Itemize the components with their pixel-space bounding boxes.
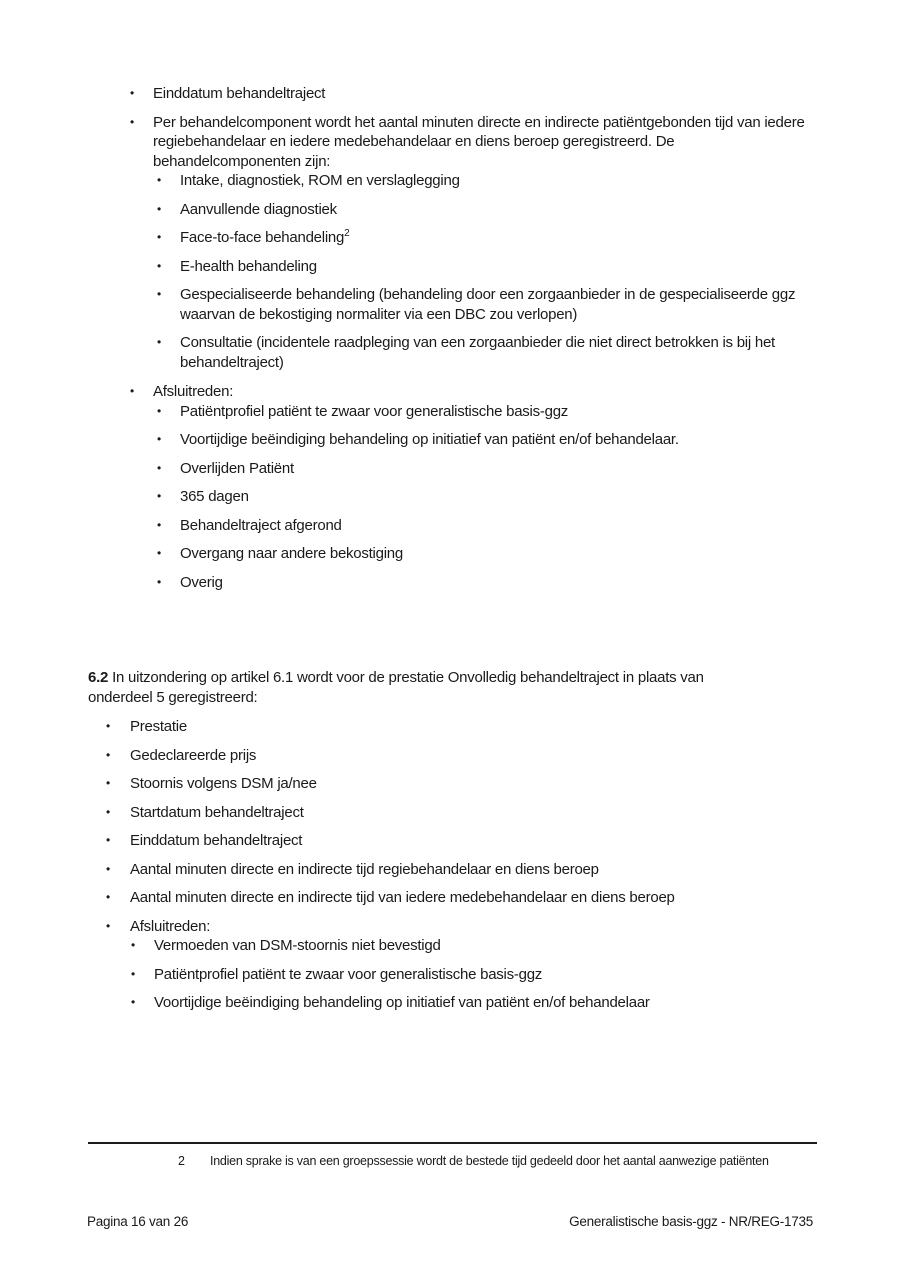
bullet-icon: • bbox=[157, 546, 162, 560]
list-item-text: Voortijdige beëindiging behandeling op initiatief van patiënt en/of behandelaar bbox=[154, 994, 650, 1011]
bullet-icon: • bbox=[157, 287, 162, 301]
list-item-text bbox=[180, 228, 815, 248]
list-item-text: Startdatum behandeltraject bbox=[130, 803, 304, 821]
list-item-text: Aantal minuten directe en indirecte tijd regiebehandelaar en diens beroep bbox=[130, 860, 599, 878]
list-item bbox=[106, 831, 815, 851]
bullet-icon: • bbox=[106, 776, 111, 790]
bullet-icon: • bbox=[157, 230, 162, 244]
bullet-icon: • bbox=[157, 201, 162, 216]
list-item-text: Patiëntprofiel patiënt te zwaar voor generalistische basis-ggz bbox=[154, 965, 543, 983]
bullet-icon: • bbox=[106, 747, 111, 762]
list-item bbox=[157, 430, 815, 450]
bullet-icon: • bbox=[130, 114, 135, 129]
list-item bbox=[131, 936, 815, 956]
list-item bbox=[157, 516, 815, 536]
list-item-text: Overig bbox=[180, 573, 223, 591]
list-item bbox=[157, 171, 815, 191]
footnote-reference: 2 bbox=[344, 228, 350, 239]
afsluitreden-sublist-2 bbox=[131, 936, 815, 1013]
bullet-icon: • bbox=[130, 86, 135, 100]
section-6-2 bbox=[88, 668, 815, 1013]
bullet-icon: • bbox=[157, 574, 162, 589]
footnote-divider bbox=[88, 1142, 817, 1144]
article-number: 6.2 bbox=[88, 669, 109, 686]
bullet-icon: • bbox=[157, 403, 162, 418]
bullet-icon: • bbox=[157, 489, 162, 503]
list-item bbox=[106, 860, 815, 880]
list-item-text: Per behandelcomponent wordt het aantal minuten directe en indirecte patiëntgebonden tijd van iedere regiebehandelaar en iedere medebehandelaar en diens beroep geregistreerd. De behandelcomponenten zijn: bbox=[153, 113, 805, 170]
list-item-text: Prestatie bbox=[130, 718, 187, 735]
list-item-text: E-health behandeling bbox=[180, 257, 317, 275]
list-item-text: Aantal minuten directe en indirecte tijd van iedere medebehandelaar en diens beroep bbox=[130, 889, 675, 906]
footnote bbox=[178, 1153, 818, 1169]
list-item-text: Intake, diagnostiek, ROM en verslaglegging bbox=[180, 172, 460, 189]
list-item-text: Afsluitreden: bbox=[130, 917, 211, 935]
list-item bbox=[157, 402, 815, 422]
list-item-text: Consultatie (incidentele raadpleging van een zorgaanbieder die niet direct betrokken is bij het behandeltraject) bbox=[180, 334, 775, 371]
list-item-text: Einddatum behandeltraject bbox=[153, 85, 326, 102]
bullet-icon: • bbox=[157, 460, 162, 475]
list-item bbox=[130, 113, 815, 172]
bullet-icon: • bbox=[106, 861, 111, 876]
list-item-text: Vermoeden van DSM-stoornis niet bevestigd bbox=[154, 937, 441, 954]
list-item-text: Voortijdige beëindiging behandeling op initiatief van patiënt en/of behandelaar. bbox=[180, 431, 679, 448]
bullet-icon: • bbox=[106, 890, 111, 904]
list-item-text-main: Face-to-face behandeling bbox=[180, 229, 345, 246]
list-item-text: Overgang naar andere bekostiging bbox=[180, 545, 403, 562]
section-6-1-registration-list bbox=[130, 84, 815, 592]
list-item bbox=[130, 84, 815, 104]
bullet-icon: • bbox=[106, 833, 111, 847]
bullet-icon: • bbox=[157, 335, 162, 349]
bullet-icon: • bbox=[131, 938, 136, 952]
article-6-2-paragraph bbox=[88, 668, 768, 707]
list-item-text: Einddatum behandeltraject bbox=[130, 832, 303, 849]
list-item bbox=[106, 717, 815, 737]
list-item-text: 365 dagen bbox=[180, 488, 249, 505]
section-6-2-list bbox=[106, 717, 815, 1013]
list-item-text: Overlijden Patiënt bbox=[180, 459, 294, 477]
list-item bbox=[157, 228, 815, 248]
page-content bbox=[0, 84, 815, 1022]
list-item-text: Stoornis volgens DSM ja/nee bbox=[130, 775, 317, 792]
afsluitreden-sublist bbox=[157, 402, 815, 593]
list-item bbox=[157, 573, 815, 593]
list-item bbox=[106, 888, 815, 908]
list-item bbox=[157, 487, 815, 507]
list-item bbox=[106, 746, 815, 766]
bullet-icon: • bbox=[131, 995, 136, 1009]
bullet-icon: • bbox=[106, 719, 111, 733]
list-item bbox=[157, 333, 815, 372]
footnote-text: Indien sprake is van een groepssessie wordt de bestede tijd gedeeld door het aantal aanwezige patiënten bbox=[210, 1154, 769, 1168]
list-item-text: Behandeltraject afgerond bbox=[180, 516, 342, 534]
bullet-icon: • bbox=[157, 173, 162, 187]
list-item-text: Patiëntprofiel patiënt te zwaar voor generalistische basis-ggz bbox=[180, 402, 569, 420]
list-item-text: Gespecialiseerde behandeling (behandeling door een zorgaanbieder in de gespecialiseerde ggz waarvan de bekostiging normaliter via een DBC zou verlopen) bbox=[180, 286, 796, 323]
list-item-afsluitreden bbox=[130, 382, 815, 402]
list-item bbox=[157, 544, 815, 564]
behandelcomponenten-sublist bbox=[157, 171, 815, 372]
bullet-icon: • bbox=[130, 384, 135, 398]
list-item bbox=[157, 459, 815, 479]
bullet-icon: • bbox=[131, 966, 136, 981]
list-item bbox=[131, 965, 815, 985]
bullet-icon: • bbox=[106, 918, 111, 933]
list-item-text: Afsluitreden: bbox=[153, 383, 234, 400]
bullet-icon: • bbox=[157, 517, 162, 532]
list-item bbox=[106, 774, 815, 794]
bullet-icon: • bbox=[157, 432, 162, 446]
list-item bbox=[106, 803, 815, 823]
list-item-text: Gedeclareerde prijs bbox=[130, 746, 257, 764]
list-item bbox=[157, 200, 815, 220]
footer-doc-title: Generalistische basis-ggz - NR/REG-1735 bbox=[569, 1214, 813, 1229]
list-item bbox=[157, 285, 815, 324]
bullet-icon: • bbox=[157, 258, 162, 273]
footnote-marker: 2 bbox=[178, 1154, 185, 1168]
article-text: In uitzondering op artikel 6.1 wordt voor de prestatie Onvolledig behandeltraject in plaats van onderdeel 5 geregistreerd: bbox=[88, 669, 704, 706]
footer-page-number: Pagina 16 van 26 bbox=[87, 1214, 189, 1229]
list-item bbox=[131, 993, 815, 1013]
list-item bbox=[157, 257, 815, 277]
bullet-icon: • bbox=[106, 804, 111, 819]
list-item-afsluitreden bbox=[106, 917, 815, 937]
list-item-text: Aanvullende diagnostiek bbox=[180, 200, 337, 218]
